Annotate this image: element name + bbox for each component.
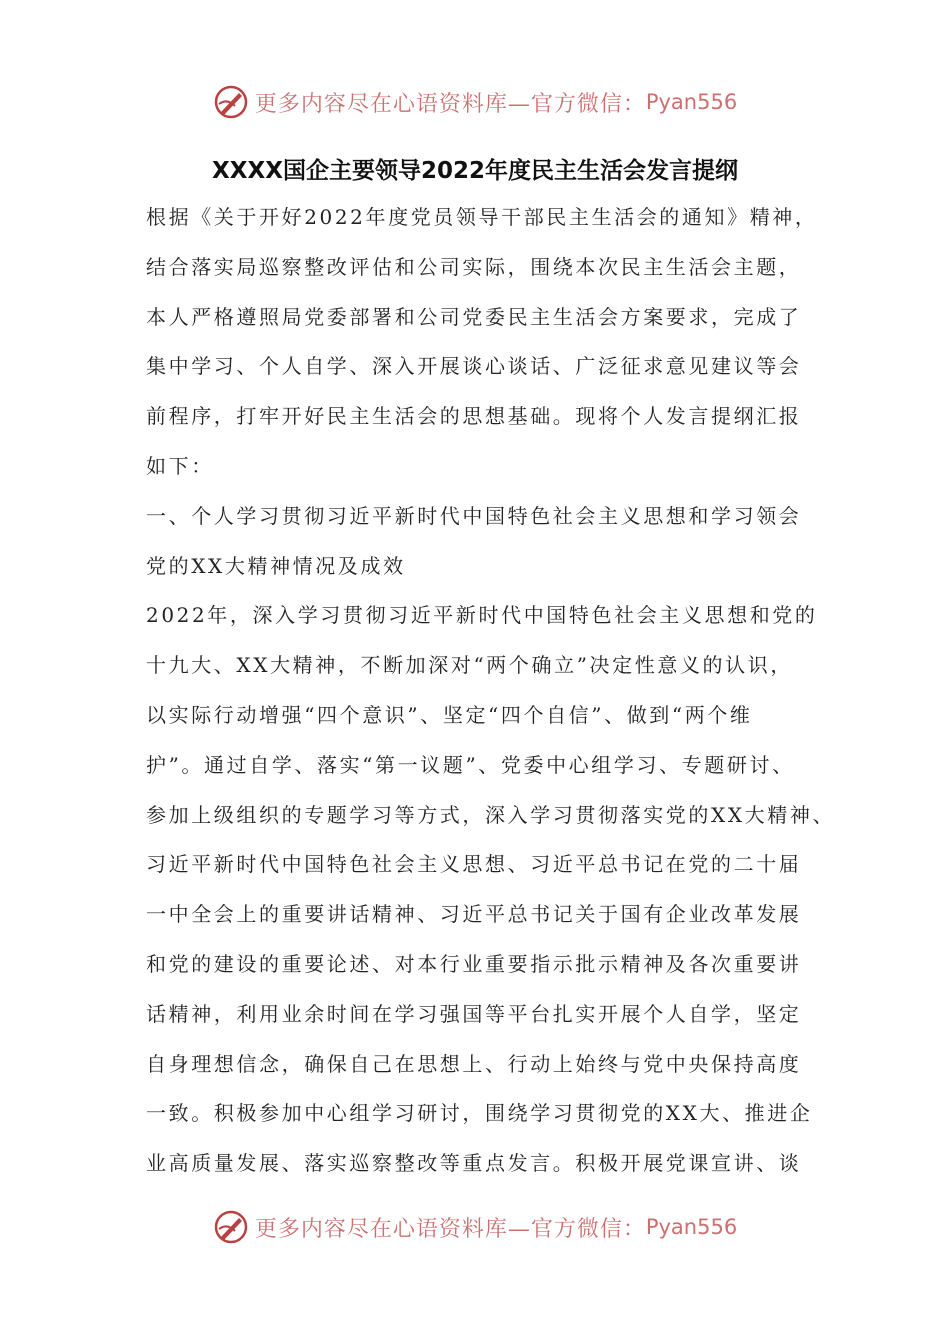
text-line: 护”。通过自学、落实“第一议题”、党委中心组学习、专题研讨、 <box>146 752 795 777</box>
text-line: 根据《关于开好2022年度党员领导干部民主生活会的通知》精神， <box>146 205 818 229</box>
document-title: XXXX国企主要领导2022年度民主生活会发言提纲 <box>212 158 738 184</box>
text-line: 集中学习、个人自学、深入开展谈心谈话、广泛征求意见建议等会 <box>146 354 802 379</box>
text-line: 2022年，深入学习贯彻习近平新时代中国特色社会主义思想和党的 <box>146 603 818 628</box>
text-line: 结合落实局巡察整改评估和公司实际，围绕本次民主生活会主题， <box>146 254 802 279</box>
text-line: 业高质量发展、落实巡察整改等重点发言。积极开展党课宣讲、谈 <box>146 1151 802 1176</box>
text-line: 自身理想信念，确保自己在思想上、行动上始终与党中央保持高度 <box>146 1051 802 1076</box>
watermark-footer <box>0 1207 950 1247</box>
text-line: 十九大、XX大精神，不断加深对“两个确立”决定性意义的认识， <box>146 653 793 678</box>
text-line: 习近平新时代中国特色社会主义思想、习近平总书记在党的二十届 <box>146 852 802 877</box>
watermark-text: 更多内容尽在心语资料库—官方微信： <box>254 91 646 117</box>
watermark-header <box>0 82 950 122</box>
text-line: 以实际行动增强“四个意识”、坚定“四个自信”、做到“两个维 <box>146 702 753 727</box>
pen-logo-icon <box>213 1209 249 1245</box>
watermark-wechat-id: Pyan556 <box>645 1215 738 1239</box>
text-line: 和党的建设的重要论述、对本行业重要指示批示精神及各次重要讲 <box>146 951 802 976</box>
document-body <box>146 193 836 1189</box>
text-line: 参加上级组织的专题学习等方式，深入学习贯彻落实党的XX大精神、 <box>146 802 836 827</box>
text-line: 话精神，利用业余时间在学习强国等平台扎实开展个人自学，坚定 <box>146 1001 802 1026</box>
text-line: 如下： <box>146 453 214 478</box>
text-line: 前程序，打牢开好民主生活会的思想基础。现将个人发言提纲汇报 <box>146 404 802 429</box>
text-line: 本人严格遵照局党委部署和公司党委民主生活会方案要求，完成了 <box>146 304 802 329</box>
text-line: 一中全会上的重要讲话精神、习近平总书记关于国有企业改革发展 <box>146 902 802 927</box>
section-heading-line: 一、个人学习贯彻习近平新时代中国特色社会主义思想和学习领会 <box>146 503 802 528</box>
text-line: 一致。积极参加中心组学习研讨，围绕学习贯彻党的XX大、推进企 <box>146 1101 813 1126</box>
section-heading-line: 党的XX大精神情况及成效 <box>146 553 406 578</box>
watermark-wechat-id: Pyan556 <box>645 90 738 114</box>
pen-logo-icon <box>213 84 249 120</box>
watermark-text: 更多内容尽在心语资料库—官方微信： <box>254 1216 646 1242</box>
